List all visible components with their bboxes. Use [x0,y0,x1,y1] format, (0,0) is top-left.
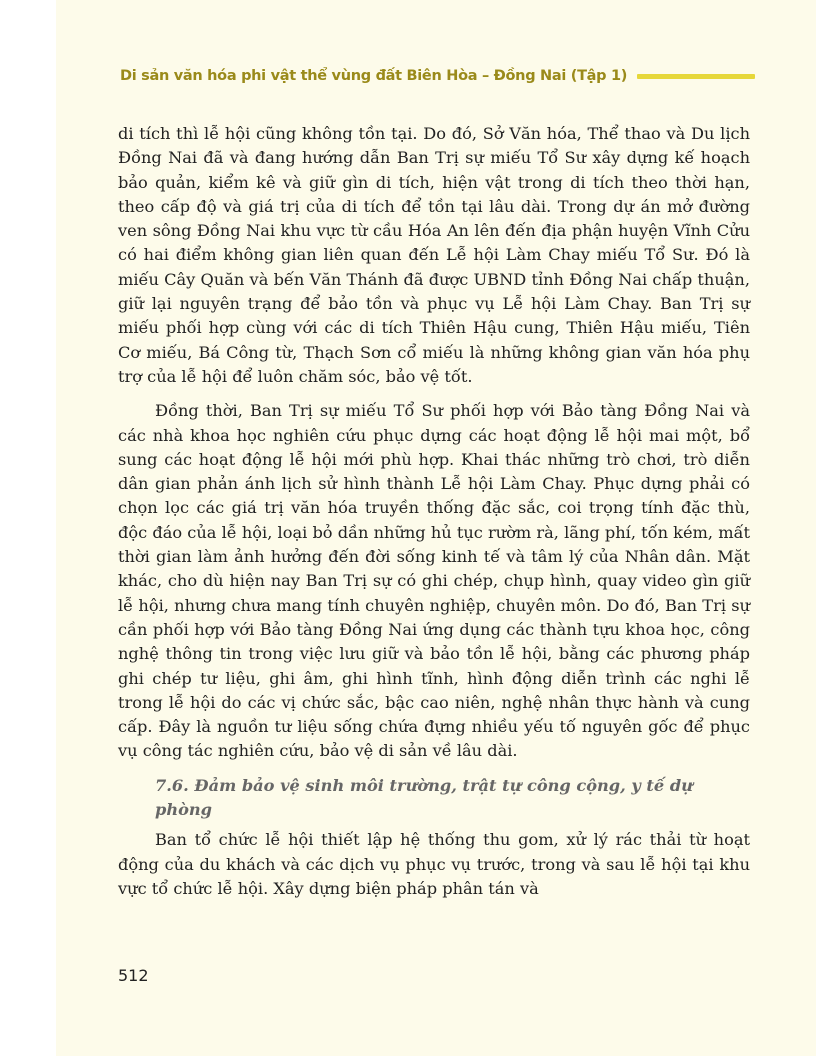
book-page [56,0,816,1056]
paragraph: Đồng thời, Ban Trị sự miếu Tổ Sư phối hợp với Bảo tàng Đồng Nai và các nhà khoa học nghiên cứu phục dựng các hoạt động lễ hội mai một, bổ sung các hoạt động lễ hội mới phù hợp. Khai thác những trò chơi, trò diễn dân gian phản ánh lịch sử hình thành Lễ hội Làm Chay. Phục dựng phải có chọn lọc các giá trị văn hóa truyền thống đặc sắc, coi trọng tính đặc thù, độc đáo của lễ hội, loại bỏ dần những hủ tục rườm rà, lãng phí, tốn kém, mất thời gian làm ảnh hưởng đến đời sống kinh tế và tâm lý của Nhân dân. Mặt khác, cho dù hiện nay Ban Trị sự có ghi chép, chụp hình, quay video gìn giữ lễ hội, nhưng chưa mang tính chuyên nghiệp, chuyên môn. Do đó, Ban Trị sự cần phối hợp với Bảo tàng Đồng Nai ứng dụng các thành tựu khoa học, công nghệ thông tin trong việc lưu giữ và bảo tồn lễ hội, bằng các phương pháp ghi chép tư liệu, ghi âm, ghi hình tĩnh, hình động diễn trình các nghi lễ trong lễ hội do các vị chức sắc, bậc cao niên, nghệ nhân thực hành và cung cấp. Đây là nguồn tư liệu sống chứa đựng nhiều yếu tố nguyên gốc để phục vụ công tác nghiên cứu, bảo vệ di sản về lâu dài. [118,401,750,761]
page-number: 512 [118,966,149,985]
running-title: Di sản văn hóa phi vật thể vùng đất Biên Hòa – Đồng Nai (Tập 1) [120,68,628,84]
section-paragraph: Ban tổ chức lễ hội thiết lập hệ thống thu gom, xử lý rác thải từ hoạt động của du khách và các dịch vụ phục vụ trước, trong và sau lễ hội tại khu vực tổ chức lễ hội. Xây dựng biện pháp phân tán và [118,830,750,898]
paragraph-continued: di tích thì lễ hội cũng không tồn tại. Do đó, Sở Văn hóa, Thể thao và Du lịch Đồng Nai đã và đang hướng dẫn Ban Trị sự miếu Tổ Sư xây dựng kế hoạch bảo quản, kiểm kê và giữ gìn di tích, hiện vật trong di tích theo thời hạn, theo cấp độ và giá trị của di tích để tồn tại lâu dài. Trong dự án mở đường ven sông Đồng Nai khu vực từ cầu Hóa An lên đến địa phận huyện Vĩnh Cửu có hai điểm không gian liên quan đến Lễ hội Làm Chay miếu Tổ Sư. Đó là miếu Cây Quăn và bến Văn Thánh đã được UBND tỉnh Đồng Nai chấp thuận, giữ lại nguyên trạng để bảo tồn và phục vụ Lễ hội Làm Chay. Ban Trị sự miếu phối hợp cùng với các di tích Thiên Hậu cung, Thiên Hậu miếu, Tiên Cơ miếu, Bá Công từ, Thạch Sơn cổ miếu là những không gian văn hóa phụ trợ của lễ hội để luôn chăm sóc, bảo vệ tốt. [118,124,750,386]
section-heading: 7.6. Đảm bảo vệ sinh môi trường, trật tự công cộng, y tế dự phòng [155,775,693,820]
body-text [118,122,750,911]
running-header [120,68,755,84]
header-rule [637,74,755,79]
